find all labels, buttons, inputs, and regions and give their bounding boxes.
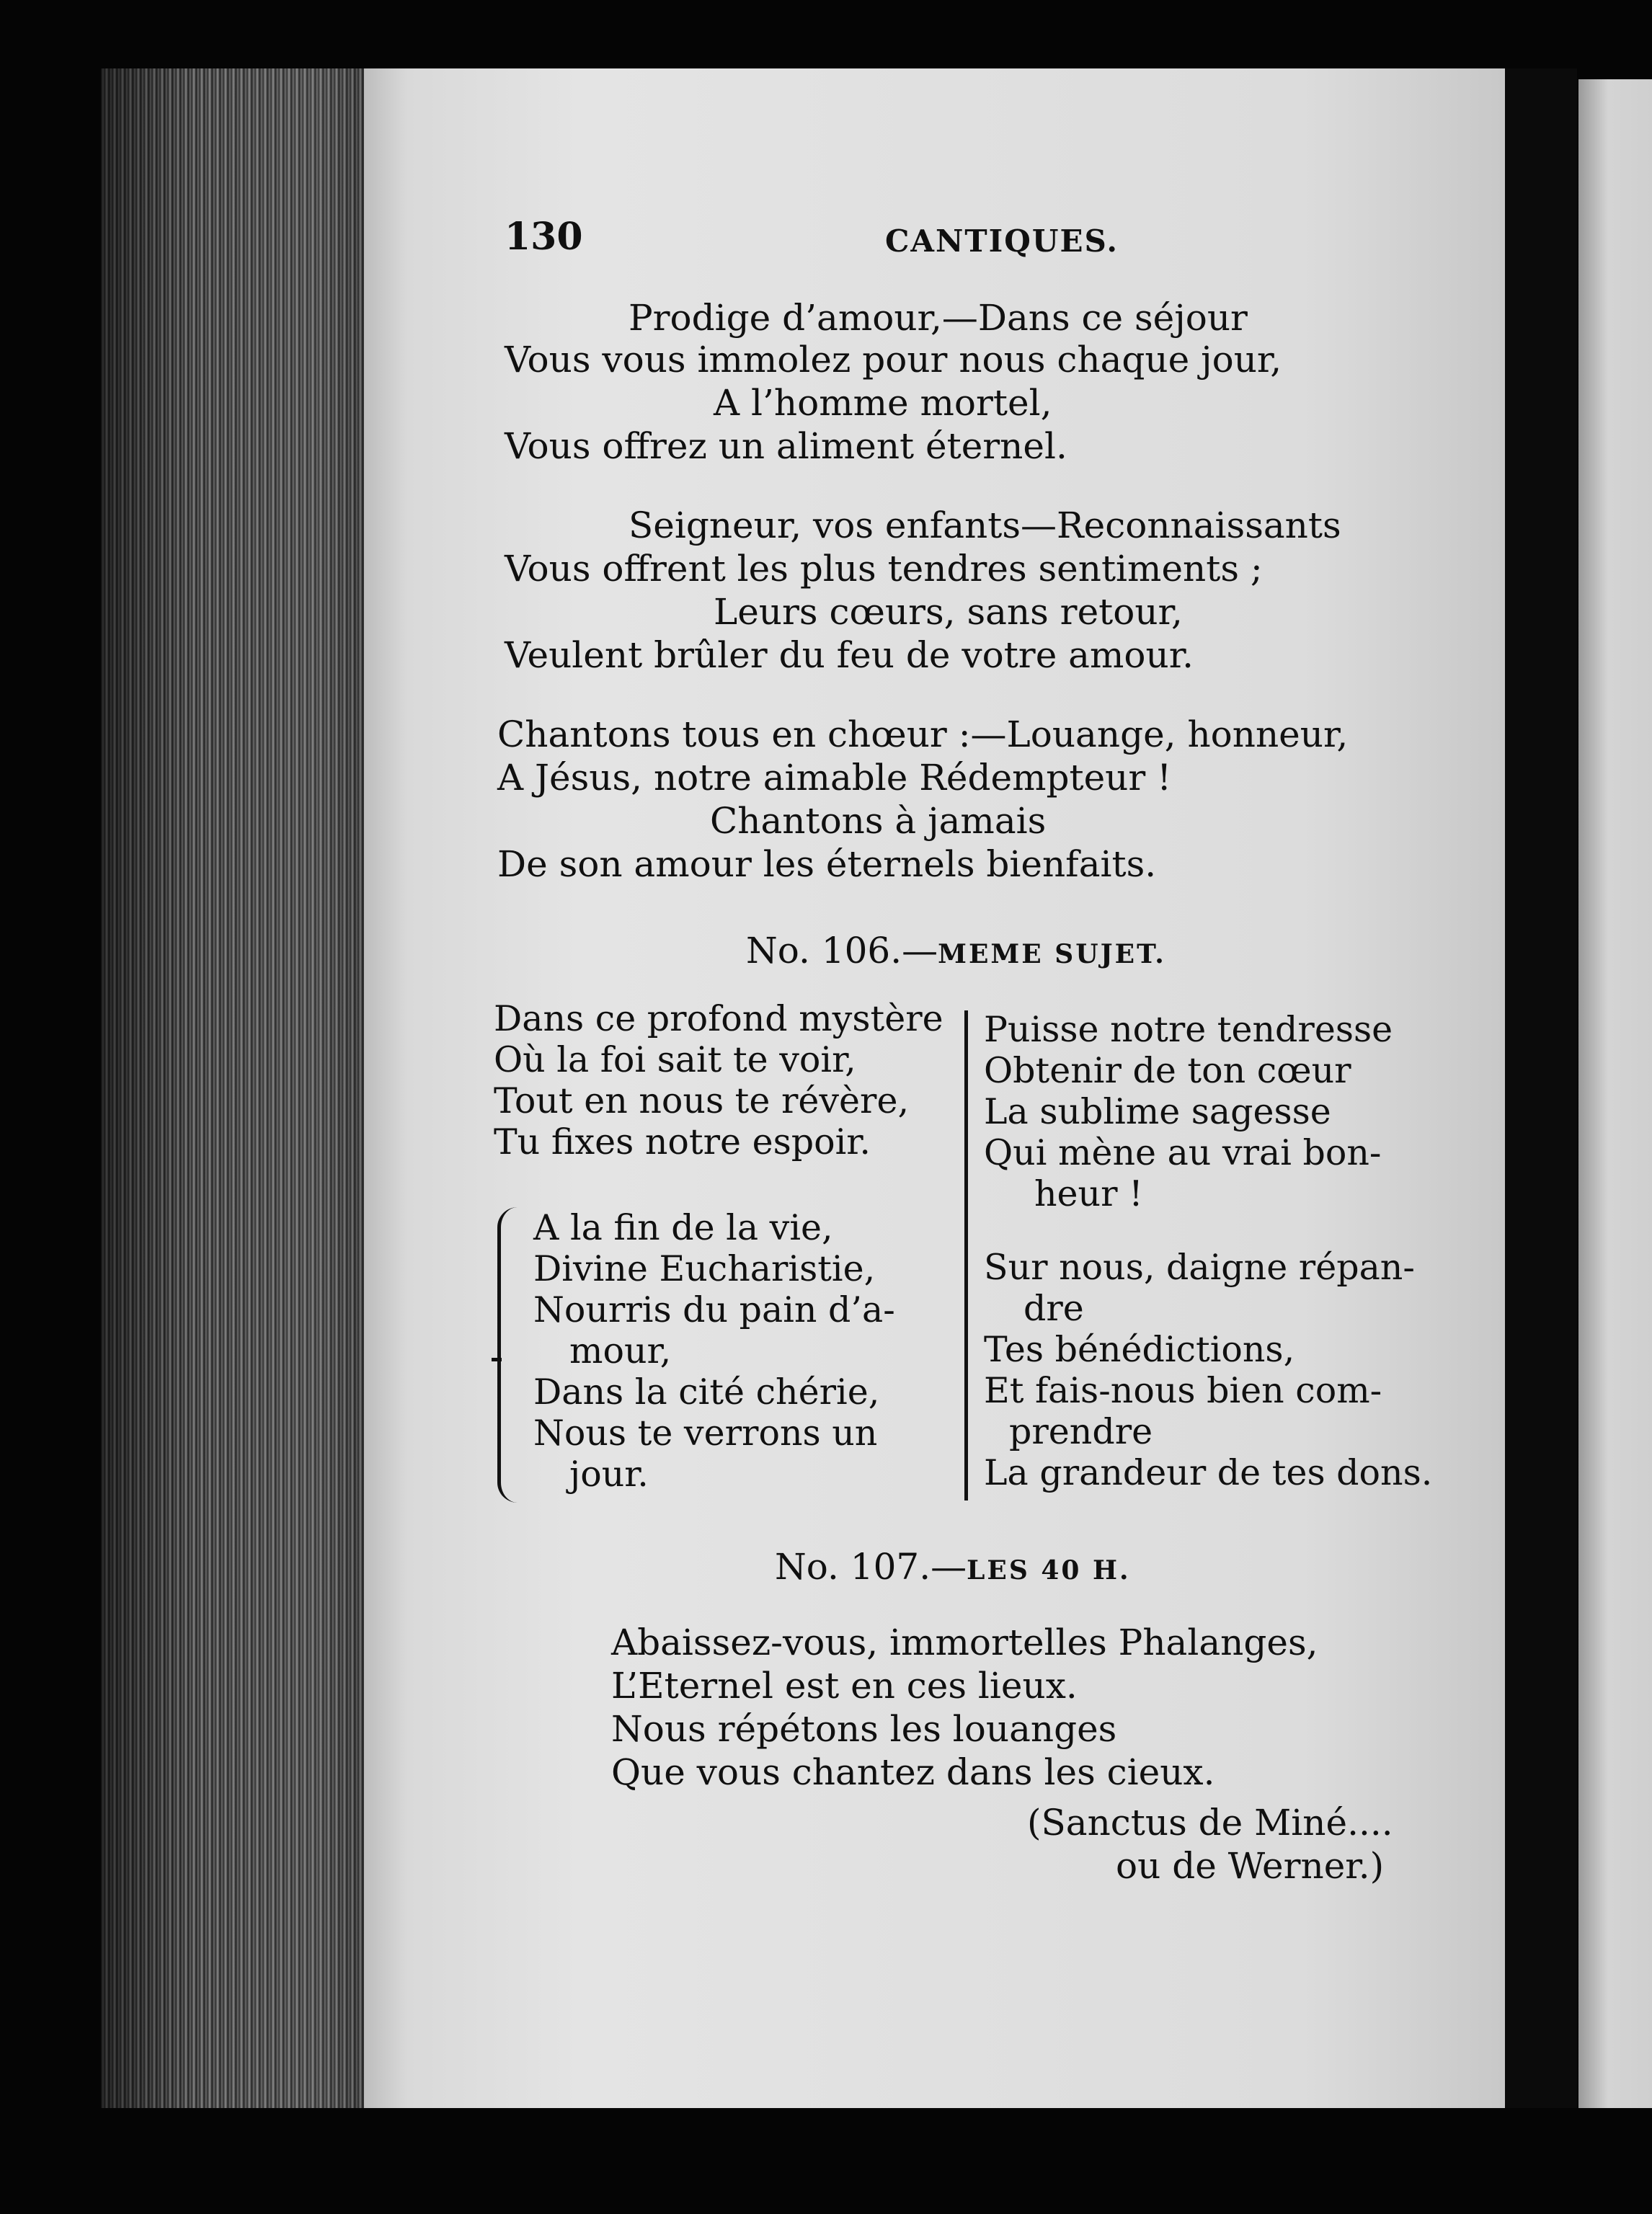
hymn-107-number: No. 107.— (775, 1546, 967, 1588)
stanza-1-line-2: Vous vous immolez pour nous chaque jour, (505, 339, 1282, 381)
stanza-2-line-1: Seigneur, vos enfants—Reconnaissants (629, 504, 1341, 546)
running-head: CANTIQUES. (885, 223, 1119, 259)
hymn-106-right-line-2: Obtenir de ton cœur (984, 1050, 1351, 1091)
refrain-line-3: Nourris du pain d’a- (533, 1289, 895, 1330)
stanza-1-line-1: Prodige d’amour,—Dans ce séjour (629, 297, 1248, 339)
hymn-106-right-line-7: dre (1023, 1288, 1084, 1329)
stanza-2-line-3: Leurs cœurs, sans retour, (714, 591, 1183, 633)
hymn-107-line-3: Nous répétons les louanges (611, 1708, 1117, 1750)
book-spine (1505, 68, 1577, 2108)
column-divider (964, 1010, 968, 1501)
page-number: 130 (505, 215, 583, 259)
stanza-3-line-1: Chantons tous en chœur :—Louange, honneur, (497, 713, 1349, 755)
hymn-106-right-line-4: Qui mène au vrai bon- (984, 1132, 1382, 1173)
hymn-106-right-line-9: Et fais-nous bien com- (984, 1370, 1382, 1411)
hymn-106-title: MEME SUJET. (938, 939, 1166, 969)
refrain-line-1: A la fin de la vie, (533, 1207, 833, 1248)
attribution-line-1: (Sanctus de Miné.... (1027, 1802, 1393, 1844)
hymn-106-left-line-3: Tout en nous te révère, (494, 1080, 910, 1121)
adjacent-page (1578, 79, 1652, 2108)
attribution-line-2: ou de Werner.) (1116, 1845, 1385, 1887)
stanza-3-line-2: A Jésus, notre aimable Rédempteur ! (497, 757, 1172, 799)
refrain-line-5: Dans la cité chérie, (533, 1371, 880, 1413)
hymn-106-heading (746, 930, 1166, 972)
hymn-106-right-line-5: heur ! (1034, 1173, 1143, 1214)
stanza-3-line-4: De son amour les éternels bienfaits. (497, 843, 1157, 885)
refrain-line-6: Nous te verrons un (533, 1413, 878, 1454)
hymn-107-line-2: L’Eternel est en ces lieux. (611, 1665, 1078, 1707)
page-edges (101, 68, 369, 2108)
hymn-107-line-1: Abaissez-vous, immortelles Phalanges, (611, 1622, 1318, 1663)
stanza-1-line-4: Vous offrez un aliment éternel. (505, 425, 1067, 467)
refrain-line-7: jour. (569, 1454, 649, 1495)
hymn-106-right-line-6: Sur nous, daigne répan- (984, 1247, 1415, 1288)
hymn-106-right-line-3: La sublime sagesse (984, 1091, 1331, 1132)
hymn-106-number: No. 106.— (746, 930, 938, 972)
hymn-106-left-line-2: Où la foi sait te voir, (494, 1039, 856, 1080)
hymn-107-title: LES 40 H. (967, 1555, 1131, 1586)
stanza-3-line-3: Chantons à jamais (710, 800, 1047, 842)
hymn-106-right-line-1: Puisse notre tendresse (984, 1009, 1393, 1050)
hymn-106-right-line-8: Tes bénédictions, (984, 1329, 1295, 1370)
hymn-106-left-line-1: Dans ce profond mystère (494, 998, 943, 1039)
stanza-2-line-4: Veulent brûler du feu de votre amour. (505, 634, 1194, 676)
refrain-line-2: Divine Eucharistie, (533, 1248, 876, 1289)
hymn-107-heading (775, 1546, 1131, 1588)
stanza-2-line-2: Vous offrent les plus tendres sentiments ; (505, 548, 1263, 590)
refrain-brace-point (492, 1348, 502, 1361)
hymn-106-left-line-4: Tu fixes notre espoir. (494, 1121, 871, 1162)
refrain-line-4: mour, (569, 1330, 672, 1371)
hymn-107-line-4: Que vous chantez dans les cieux. (611, 1751, 1215, 1793)
hymn-106-right-line-11: La grandeur de tes dons. (984, 1452, 1433, 1493)
hymn-106-right-line-10: prendre (1009, 1411, 1153, 1452)
stanza-1-line-3: A l’homme mortel, (714, 382, 1052, 424)
